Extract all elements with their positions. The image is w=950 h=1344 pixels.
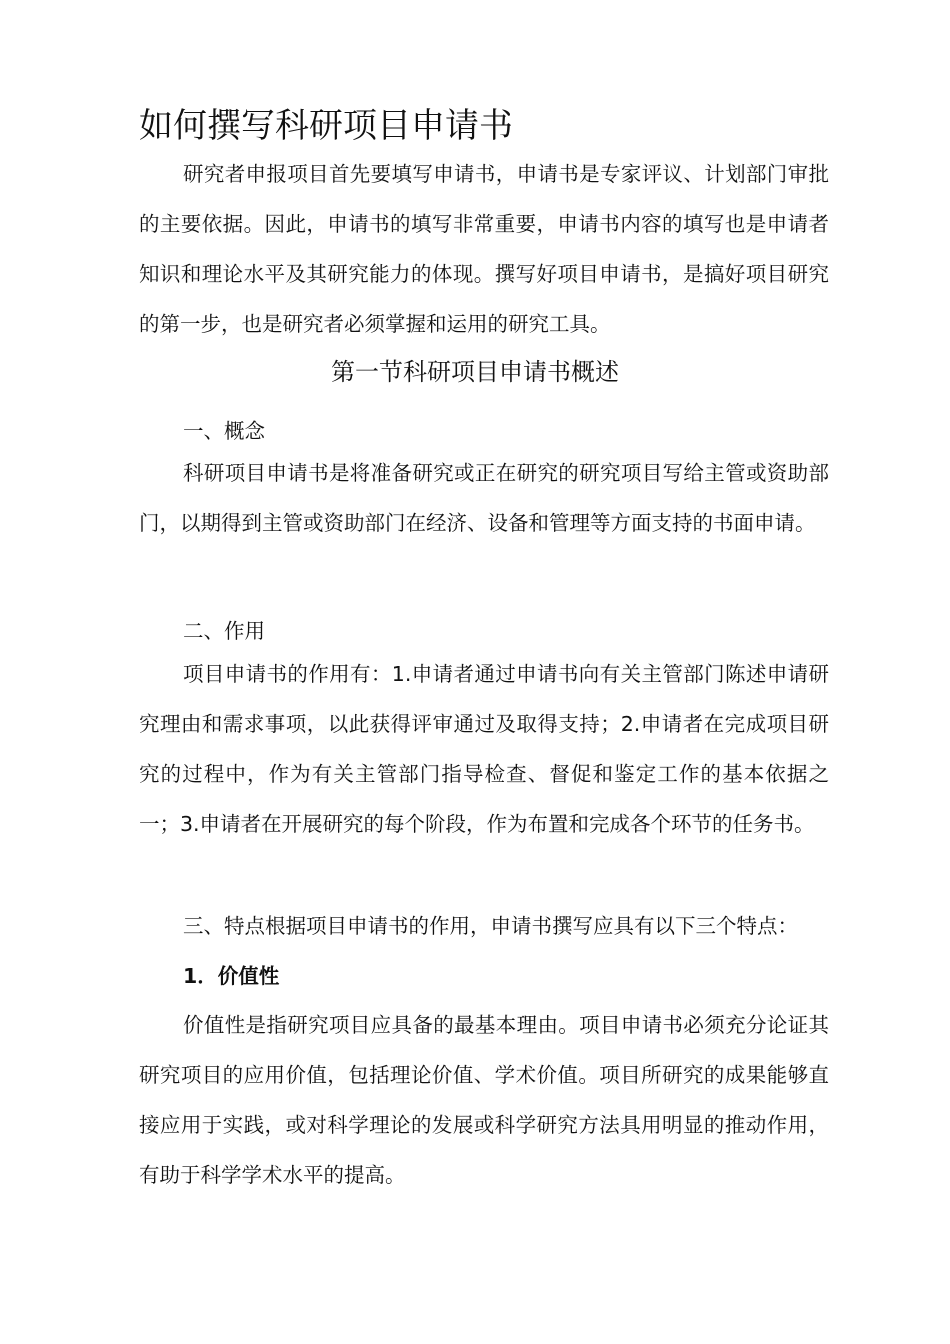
function-paragraph: 项目申请书的作用有：1.申请者通过申请书向有关主管部门陈述申请研究理由和需求事项，以此获得评审通过及取得支持；2.申请者在完成项目研究的过程中，作为有关主管部门指导检查、督促和鉴定工作的基本依据之一；3.申请者在开展研究的每个阶段，作为布置和完成各个环节的任务书。 bbox=[139, 662, 829, 836]
concept-heading: 一、概念 bbox=[183, 419, 265, 443]
value-heading: 1．价值性 bbox=[183, 964, 280, 988]
concept-paragraph: 科研项目申请书是将准备研究或正在研究的研究项目写给主管或资助部门，以期得到主管或资助部门在经济、设备和管理等方面支持的书面申请。 bbox=[139, 461, 829, 535]
function-heading: 二、作用 bbox=[183, 619, 265, 643]
features-heading: 三、特点根据项目申请书的作用，申请书撰写应具有以下三个特点： bbox=[183, 914, 798, 938]
section-title: 第一节科研项目申请书概述 bbox=[331, 358, 619, 386]
value-paragraph: 价值性是指研究项目应具备的最基本理由。项目申请书必须充分论证其研究项目的应用价值，包括理论价值、学术价值。项目所研究的成果能够直接应用于实践，或对科学理论的发展或科学研究方法具用明显的推动作用，有助于科学学术水平的提高。 bbox=[139, 1013, 829, 1187]
intro-paragraph: 研究者申报项目首先要填写申请书，申请书是专家评议、计划部门审批的主要依据。因此，申请书的填写非常重要，申请书内容的填写也是申请者知识和理论水平及其研究能力的体现。撰写好项目申请书，是搞好项目研究的第一步，也是研究者必须掌握和运用的研究工具。 bbox=[139, 162, 829, 336]
document-title: 如何撰写科研项目申请书 bbox=[139, 106, 513, 146]
